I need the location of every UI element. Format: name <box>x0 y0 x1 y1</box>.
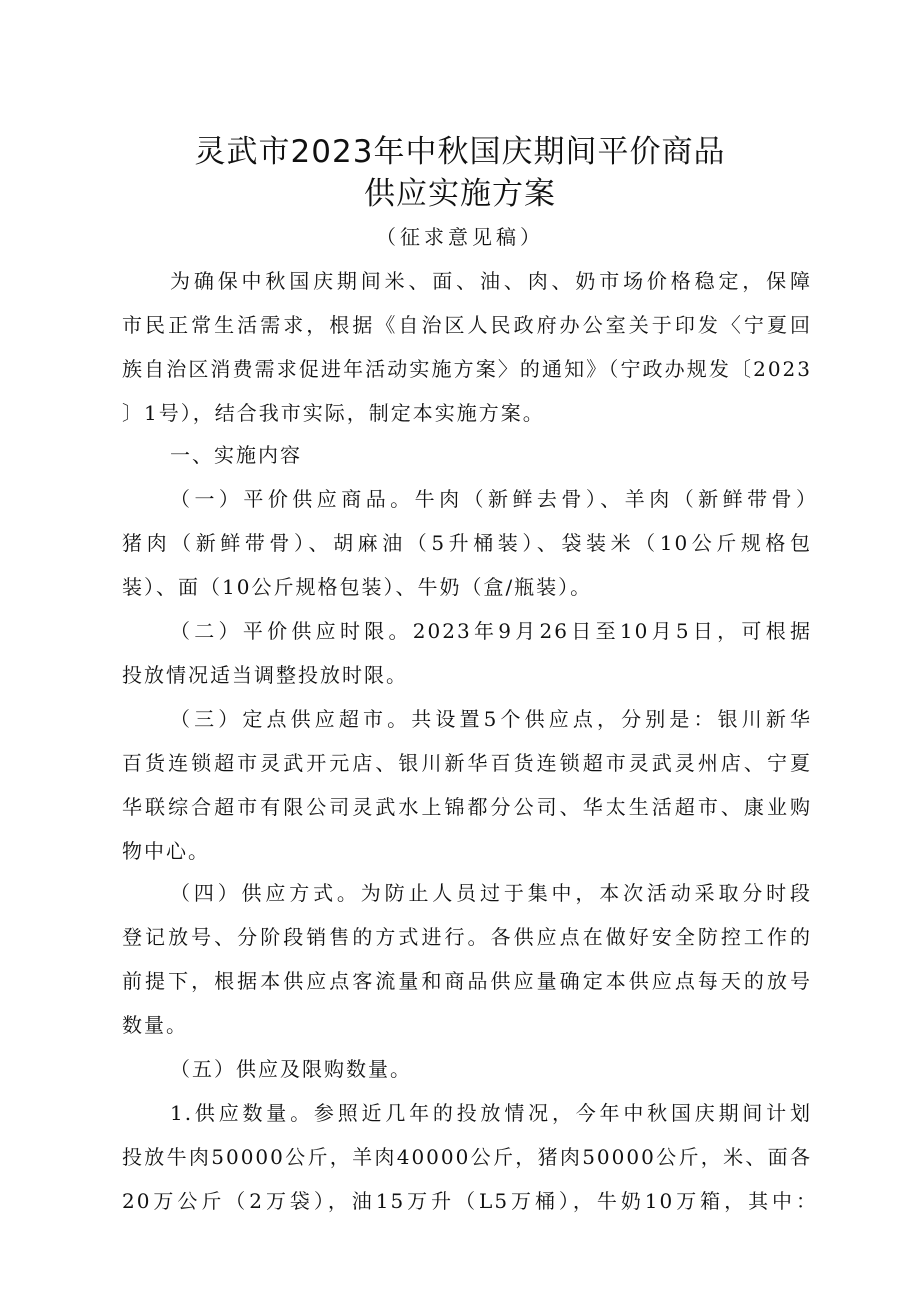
body-line-3: 族自治区消费需求促进年活动实施方案〉的通知》（宁政办规发〔2023 <box>122 357 812 381</box>
body-line-2: 市民正常生活需求，根据《自治区人民政府办公室关于印发〈宁夏回 <box>122 313 812 337</box>
body-line-1: 为确保中秋国庆期间米、面、油、肉、奶市场价格稳定，保障 <box>170 269 812 293</box>
document-subtitle: （征求意见稿） <box>376 225 544 249</box>
body-line-19: （五）供应及限购数量。 <box>170 1057 412 1081</box>
section-heading-1: 一、实施内容 <box>170 443 302 467</box>
body-line-16: 登记放号、分阶段销售的方式进行。各供应点在做好安全防控工作的 <box>122 925 812 949</box>
body-line-9: （二）平价供应时限。2023年9月26日至10月5日，可根据 <box>170 619 812 643</box>
body-line-10: 投放情况适当调整投放时限。 <box>122 663 408 687</box>
body-line-18: 数量。 <box>122 1013 188 1037</box>
body-line-13: 华联综合超市有限公司灵武水上锦都分公司、华太生活超市、康业购 <box>122 795 812 819</box>
body-line-17: 前提下，根据本供应点客流量和商品供应量确定本供应点每天的放号 <box>122 969 812 993</box>
body-line-7: 猪肉（新鲜带骨）、胡麻油（5升桶装）、袋装米（10公斤规格包 <box>122 531 812 555</box>
body-line-6: （一）平价供应商品。牛肉（新鲜去骨）、羊肉（新鲜带骨） <box>170 487 818 511</box>
body-line-12: 百货连锁超市灵武开元店、银川新华百货连锁超市灵武灵州店、宁夏 <box>122 751 812 775</box>
body-line-8: 装）、面（10公斤规格包装）、牛奶（盒/瓶装）。 <box>122 575 593 599</box>
document-title-line-2: 供应实施方案 <box>364 176 556 212</box>
body-line-22: 20万公斤（2万袋），油15万升（L5万桶），牛奶10万箱，其中： <box>122 1189 818 1213</box>
body-line-4: 〕1号），结合我市实际，制定本实施方案。 <box>122 401 545 425</box>
document-title-line-1: 灵武市2023年中秋国庆期间平价商品 <box>194 134 726 170</box>
body-line-15: （四）供应方式。为防止人员过于集中，本次活动采取分时段 <box>170 881 812 905</box>
body-line-20: 1.供应数量。参照近几年的投放情况，今年中秋国庆期间计划 <box>170 1101 812 1125</box>
body-line-11: （三）定点供应超市。共设置5个供应点，分别是：银川新华 <box>170 707 812 731</box>
body-line-21: 投放牛肉50000公斤，羊肉40000公斤，猪肉50000公斤，米、面各 <box>122 1145 812 1169</box>
body-line-14: 物中心。 <box>122 839 210 863</box>
